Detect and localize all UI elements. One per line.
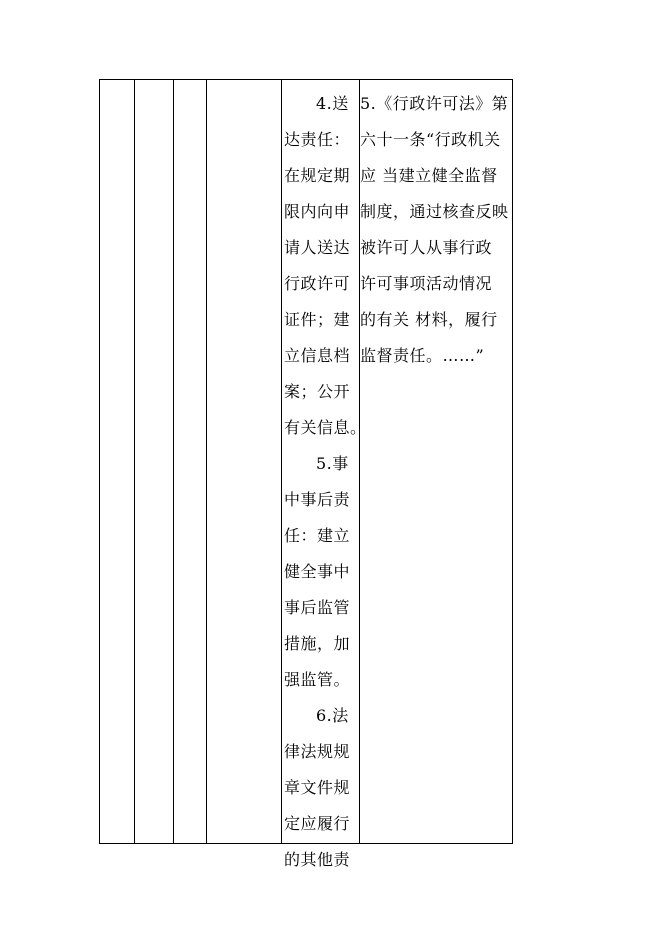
text-line: 定应履行 [284,814,351,833]
text-line: 任：建立 [284,526,351,545]
text-line: 4.送 [316,94,349,113]
table-column-responsibilities [282,80,367,869]
document-table [99,79,513,869]
table-column-2 [135,80,174,843]
text-line: 6.法 [316,706,349,725]
legal-basis-text [360,86,512,374]
text-line: 健全事中 [284,562,351,581]
text-line: 限内向申 [284,202,351,221]
text-line: 在规定期 [284,166,351,185]
text-line: 六十一条“行政机关 [360,130,501,149]
text-line: 案；公开 [284,382,351,401]
table-column-1 [100,80,135,843]
table-column-legal-basis [360,80,512,843]
text-line: 律法规规 [284,742,351,761]
text-line: 请人送达 [284,238,351,257]
text-line: 强监管。 [284,670,351,689]
table-column-3 [174,80,207,843]
text-line: 中事后责 [284,490,351,509]
text-line: 证件；建 [284,310,351,329]
text-line: 5.《行政许可法》第 [360,94,509,113]
text-line: 立信息档 [284,346,351,365]
text-line: 监督责任。……” [360,346,485,365]
table-column-4 [207,80,282,843]
text-line: 措施，加 [284,634,351,653]
text-line: 5.事 [316,454,349,473]
text-line: 被许可人从事行政 [360,238,493,257]
text-line: 章文件规 [284,778,351,797]
text-line: 的有关 材料，履行 [360,310,498,329]
text-line: 的其他责 [284,850,351,869]
text-line: 许可事项活动情况 [360,274,493,293]
text-line: 事后监管 [284,598,351,617]
text-line: 应 当建立健全监督 [360,166,498,185]
text-line: 制度，通过核查反映 [360,202,509,221]
text-line: 有关信息。 [284,418,367,437]
responsibilities-text [284,86,367,878]
text-line: 行政许可 [284,274,351,293]
text-line: 达责任： [284,130,351,149]
